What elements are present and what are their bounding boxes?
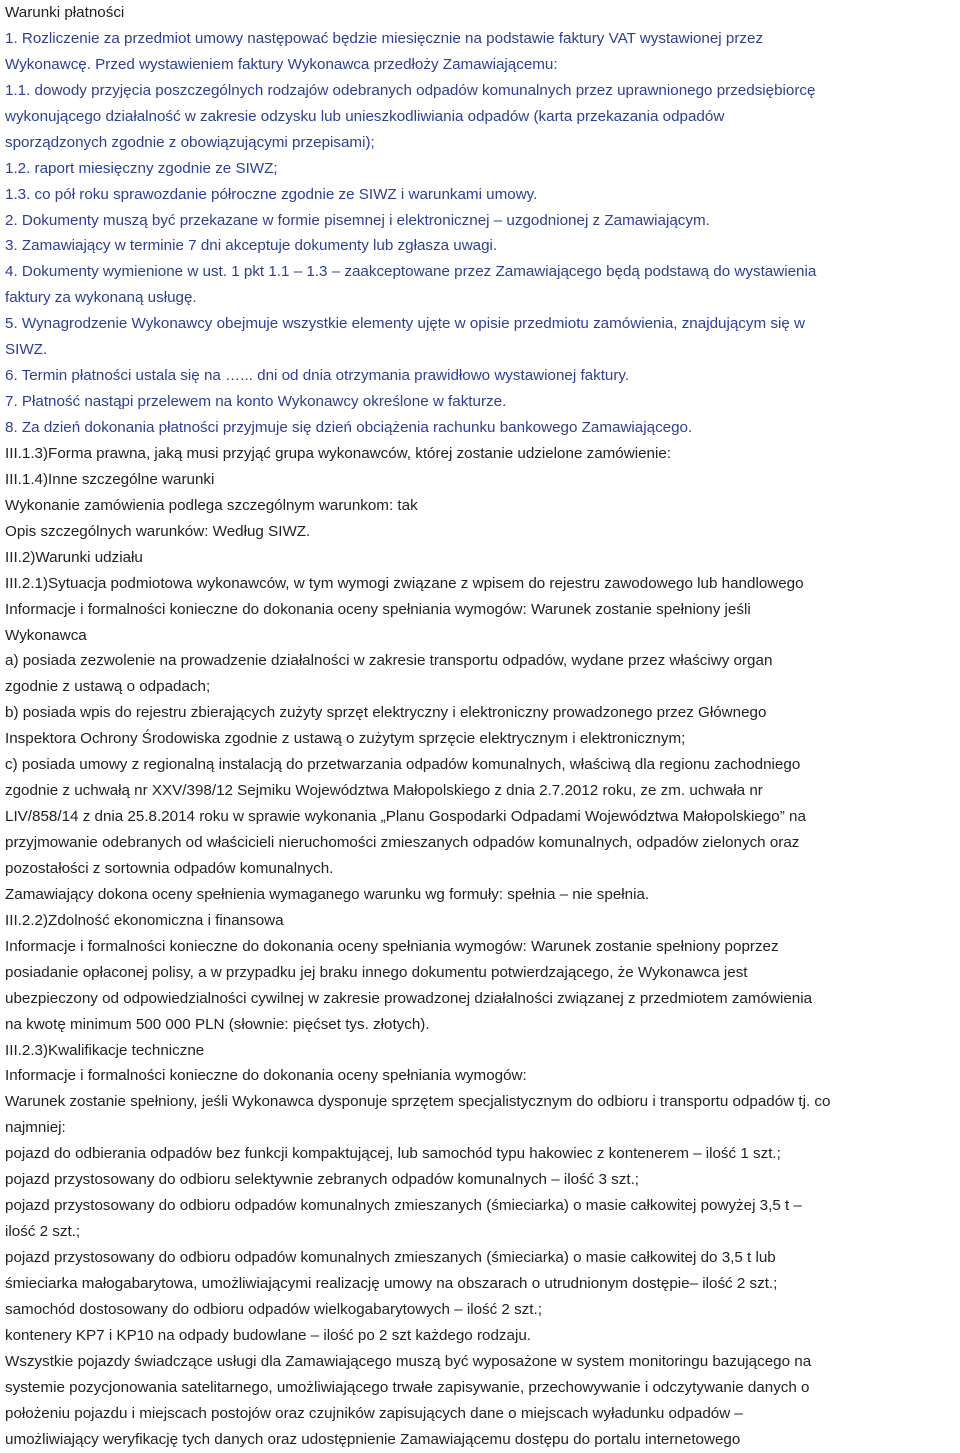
text-line: 1.2. raport miesięczny zgodnie ze SIWZ; xyxy=(5,159,278,177)
text-line: SIWZ. xyxy=(5,341,48,359)
text-line: 1. Rozliczenie za przedmiot umowy następować będzie miesięcznie na podstawie faktury VAT wystawionej przez xyxy=(5,29,764,47)
text-line: III.2.1)Sytuacja podmiotowa wykonawców, w tym wymogi związane z wpisem do rejestru zawodowego lub handlowego xyxy=(5,574,804,592)
text-line: zgodnie z ustawą o odpadach; xyxy=(5,678,211,696)
text-line: 6. Termin płatności ustala się na …... dni od dnia otrzymania prawidłowo wystawionej faktury. xyxy=(5,367,630,385)
text-line: b) posiada wpis do rejestru zbierających zużyty sprzęt elektryczny i elektroniczny prowadzonego przez Głównego xyxy=(5,704,767,722)
text-line: wykonującego działalność w zakresie odzysku lub unieszkodliwiania odpadów (karta przekazania odpadów xyxy=(5,107,725,125)
text-line: III.1.3)Forma prawna, jaką musi przyjąć grupa wykonawców, której zostanie udzielone zamówienie: xyxy=(5,444,672,462)
text-line: Zamawiający dokona oceny spełnienia wymaganego warunku wg formuły: spełnia – nie spełnia. xyxy=(5,885,650,903)
text-line: najmniej: xyxy=(5,1119,66,1137)
text-line: na kwotę minimum 500 000 PLN (słownie: pięćset tys. złotych). xyxy=(5,1015,430,1033)
text-line: umożliwiający weryfikację tych danych oraz udostępnienie Zamawiającemu dostępu do portalu internetowego xyxy=(5,1430,741,1448)
text-line: Wykonawcę. Przed wystawieniem faktury Wykonawca przedłoży Zamawiającemu: xyxy=(5,55,558,73)
text-line: faktury za wykonaną usługę. xyxy=(5,289,197,307)
text-line: ubezpieczony od odpowiedzialności cywilnej w zakresie prowadzonej działalności związanej z przedmiotem zamówienia xyxy=(5,989,813,1007)
text-line: pojazd przystosowany do odbioru odpadów komunalnych zmieszanych (śmieciarka) o masie całkowitej do 3,5 t lub xyxy=(5,1249,776,1266)
text-line: 2. Dokumenty muszą być przekazane w formie pisemnej i elektronicznej – uzgodnionej z Zamawiającym. xyxy=(5,211,710,229)
text-line: Wszystkie pojazdy świadczące usługi dla Zamawiającego muszą być wyposażone w system monitoringu bazującego na xyxy=(5,1352,812,1370)
text-line: Informacje i formalności konieczne do dokonania oceny spełniania wymogów: Warunek zostanie spełniony jeśli xyxy=(5,600,751,618)
text-line: kontenery KP7 i KP10 na odpady budowlane – ilość po 2 szt każdego rodzaju. xyxy=(5,1326,532,1344)
text-line: ilość 2 szt.; xyxy=(5,1223,81,1241)
text-line: 3. Zamawiający w terminie 7 dni akceptuje dokumenty lub zgłasza uwagi. xyxy=(5,237,498,255)
text-line: Wykonanie zamówienia podlega szczególnym warunkom: tak xyxy=(5,496,418,514)
text-line: III.2.3)Kwalifikacje techniczne xyxy=(5,1041,205,1059)
text-line: a) posiada zezwolenie na prowadzenie działalności w zakresie transportu odpadów, wydane przez właściwy organ xyxy=(5,652,773,670)
text-line: systemie pozycjonowania satelitarnego, umożliwiającego trwałe zapisywanie, przechowywanie i odczytywanie danych o xyxy=(5,1378,810,1396)
text-line: zgodnie z uchwałą nr XXV/398/12 Sejmiku Województwa Małopolskiego z dnia 2.7.2012 roku, ze zm. uchwała nr xyxy=(5,782,763,800)
text-line: pojazd do odbierania odpadów bez funkcji kompaktującej, lub samochód typu hakowiec z kontenerem – ilość 1 szt.; xyxy=(5,1145,781,1163)
text-line: Warunek zostanie spełniony, jeśli Wykonawca dysponuje sprzętem specjalistycznym do odbioru i transportu odpadów tj. co xyxy=(5,1093,831,1111)
text-line: 1.3. co pół roku sprawozdanie półroczne zgodnie ze SIWZ i warunkami umowy. xyxy=(5,185,538,203)
text-line: pojazd przystosowany do odbioru selektywnie zebranych odpadów komunalnych – ilość 3 szt.; xyxy=(5,1171,640,1189)
text-line: III.2.2)Zdolność ekonomiczna i finansowa xyxy=(5,911,284,929)
text-line: położeniu pojazdu i miejscach postojów oraz czujników zapisujących dane o miejscach wyładunku odpadów – xyxy=(5,1404,743,1422)
text-line: LIV/858/14 z dnia 25.8.2014 roku w sprawie wykonania „Planu Gospodarki Odpadami Województwa Małopolskiego” na xyxy=(5,808,806,826)
text-line: Inspektora Ochrony Środowiska zgodnie z ustawą o zużytym sprzęcie elektrycznym i elektronicznym; xyxy=(5,730,686,748)
text-line: pojazd przystosowany do odbioru odpadów komunalnych zmieszanych (śmieciarka) o masie całkowitej powyżej 3,5 t – xyxy=(5,1197,802,1215)
text-line: 8. Za dzień dokonania płatności przyjmuje się dzień obciążenia rachunku bankowego Zamawiającego. xyxy=(5,419,693,436)
text-line: śmieciarka małogabarytowa, umożliwiającymi realizację umowy na obszarach o utrudnionym dostępie– ilość 2 szt.; xyxy=(5,1274,778,1292)
text-line: 1.1. dowody przyjęcia poszczególnych rodzajów odebranych odpadów komunalnych przez uprawnionego przedsiębiorcę xyxy=(5,81,816,99)
text-line: Opis szczególnych warunków: Według SIWZ. xyxy=(5,522,311,540)
text-line: 4. Dokumenty wymienione w ust. 1 pkt 1.1 – 1.3 – zaakceptowane przez Zamawiającego będą podstawą do wystawienia xyxy=(5,263,817,281)
text-line: Informacje i formalności konieczne do dokonania oceny spełniania wymogów: Warunek zostanie spełniony poprzez xyxy=(5,937,779,955)
text-line: III.1.4)Inne szczególne warunki xyxy=(5,470,215,488)
text-line: III.2)Warunki udziału xyxy=(5,548,143,566)
text-line: przyjmowanie odebranych od właścicieli nieruchomości zmieszanych odpadów komunalnych, odpadów zielonych oraz xyxy=(5,834,800,851)
text-line: sporządzonych zgodnie z obowiązującymi przepisami); xyxy=(5,133,375,151)
text-line: posiadanie opłaconej polisy, a w przypadku jej braku innego dokumentu potwierdzającego, że Wykonawca jest xyxy=(5,963,748,981)
text-line: 5. Wynagrodzenie Wykonawcy obejmuje wszystkie elementy ujęte w opisie przedmiotu zamówienia, znajdującym się w xyxy=(5,315,805,333)
text-line: pozostałości z sortownia odpadów komunalnych. xyxy=(5,859,334,877)
text-line: Warunki płatności xyxy=(5,4,125,21)
text-line: Wykonawca xyxy=(5,626,87,644)
text-line: c) posiada umowy z regionalną instalacją do przetwarzania odpadów komunalnych, właściwą dla regionu zachodniego xyxy=(5,756,801,774)
text-line: samochód dostosowany do odbioru odpadów wielkogabarytowych – ilość 2 szt.; xyxy=(5,1300,542,1318)
text-line: Informacje i formalności konieczne do dokonania oceny spełniania wymogów: xyxy=(5,1067,527,1085)
text-line: 7. Płatność nastąpi przelewem na konto Wykonawcy określone w fakturze. xyxy=(5,393,507,411)
